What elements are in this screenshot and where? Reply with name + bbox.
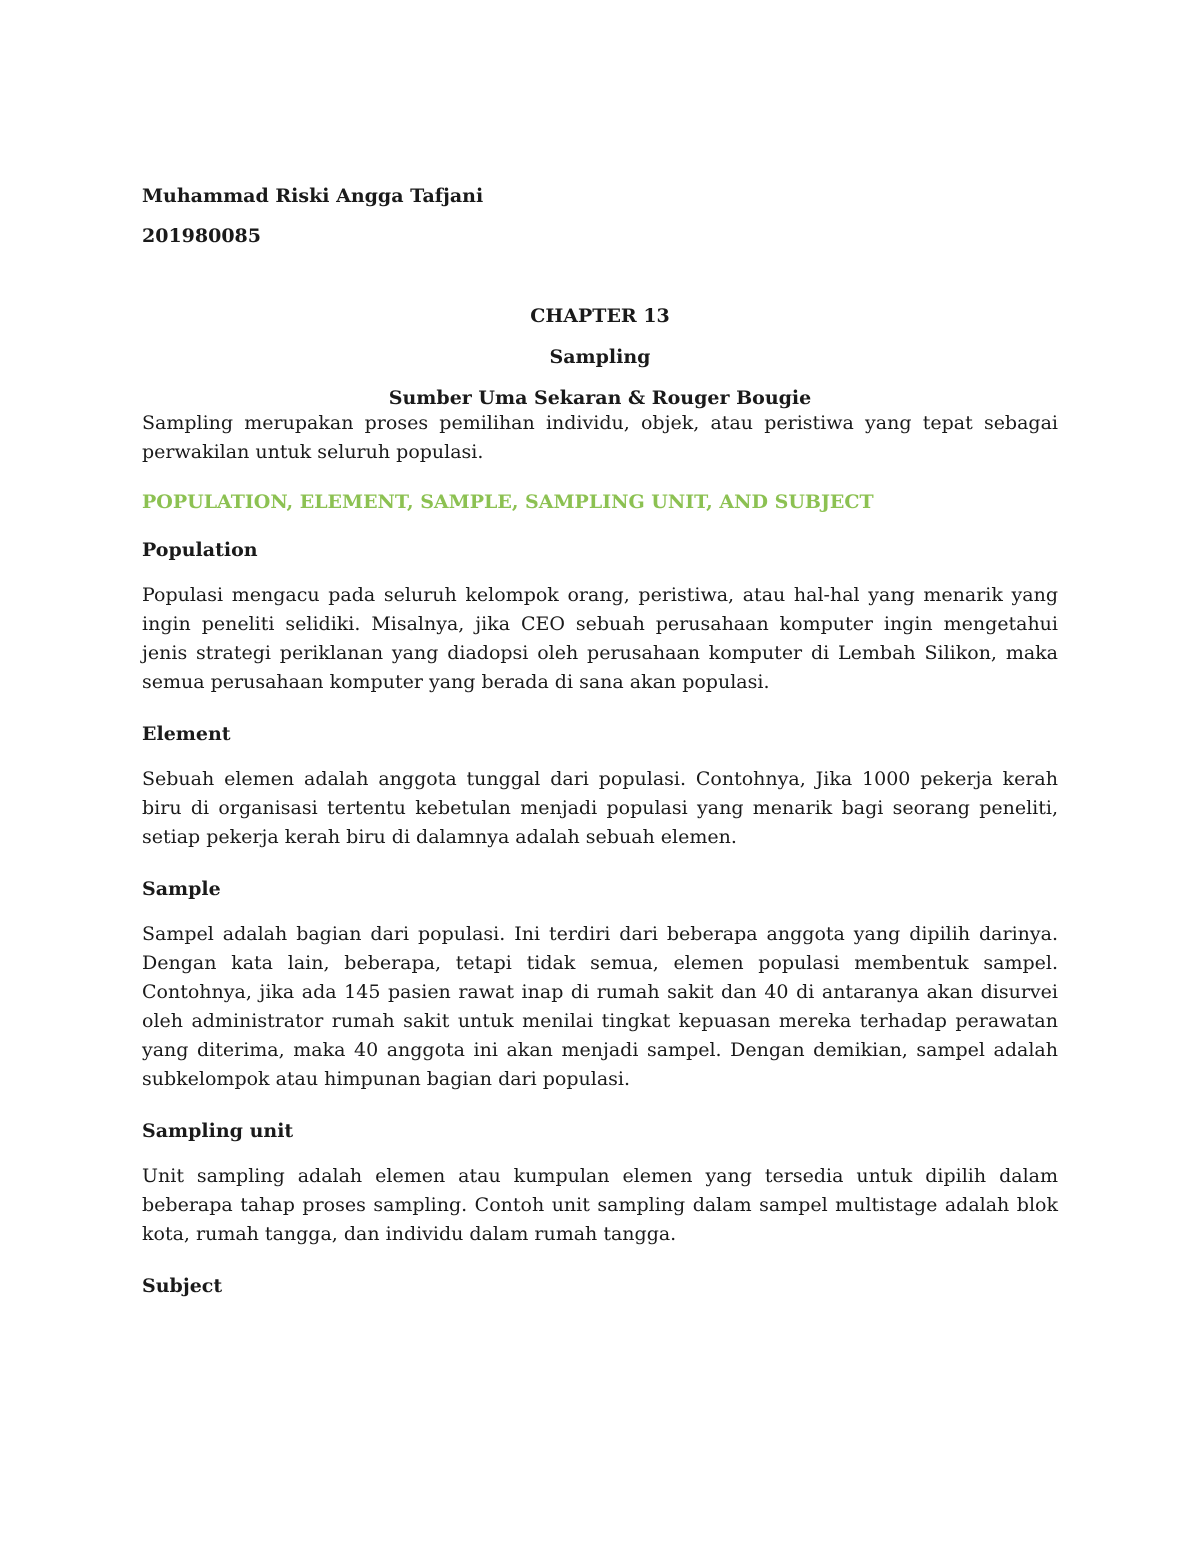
paragraph-sample: Sampel adalah bagian dari populasi. Ini terdiri dari beberapa anggota yang dipilih darinya. Dengan kata lain, beberapa, tetapi tidak semua, elemen populasi membentuk sampel. Contohnya, jika ada 145 pasien rawat inap di rumah sakit dan 40 di antaranya akan disurvei oleh administrator rumah sakit untuk menilai tingkat kepuasan mereka terhadap perawatan yang diterima, maka 40 anggota ini akan menjadi sampel. Dengan demikian, sampel adalah subkelompok atau himpunan bagian dari populasi. xyxy=(142,923,1058,1090)
source-line: Sumber Uma Sekaran & Rouger Bougie xyxy=(388,387,812,409)
author-name: Muhammad Riski Angga Tafjani xyxy=(142,185,484,207)
heading-element: Element xyxy=(142,723,231,745)
intro-paragraph: Sampling merupakan proses pemilihan individu, objek, atau peristiwa yang tepat sebagai perwakilan untuk seluruh populasi. xyxy=(142,412,1058,463)
paragraph-sampling-unit: Unit sampling adalah elemen atau kumpulan elemen yang tersedia untuk dipilih dalam beberapa tahap proses sampling. Contoh unit sampling dalam sampel multistage adalah blok kota, rumah tangga, dan individu dalam rumah tangga. xyxy=(142,1165,1058,1245)
chapter-title: Sampling xyxy=(549,346,651,368)
heading-population: Population xyxy=(142,539,258,561)
heading-sample: Sample xyxy=(142,878,221,900)
chapter-heading: CHAPTER 13 xyxy=(530,305,670,327)
paragraph-element: Sebuah elemen adalah anggota tunggal dari populasi. Contohnya, Jika 1000 pekerja kerah biru di organisasi tertentu kebetulan menjadi populasi yang menarik bagi seorang peneliti, setiap pekerja kerah biru di dalamnya adalah sebuah elemen. xyxy=(142,768,1058,848)
heading-sampling-unit: Sampling unit xyxy=(142,1120,294,1142)
section-title: POPULATION, ELEMENT, SAMPLE, SAMPLING UNIT, AND SUBJECT xyxy=(142,491,874,513)
heading-subject: Subject xyxy=(142,1275,223,1297)
document-page xyxy=(142,185,1058,1297)
paragraph-population: Populasi mengacu pada seluruh kelompok orang, peristiwa, atau hal-hal yang menarik yang ingin peneliti selidiki. Misalnya, jika CEO sebuah perusahaan komputer ingin mengetahui jenis strategi periklanan yang diadopsi oleh perusahaan komputer di Lembah Silikon, maka semua perusahaan komputer yang berada di sana akan populasi. xyxy=(142,584,1058,693)
student-id: 201980085 xyxy=(142,225,261,247)
